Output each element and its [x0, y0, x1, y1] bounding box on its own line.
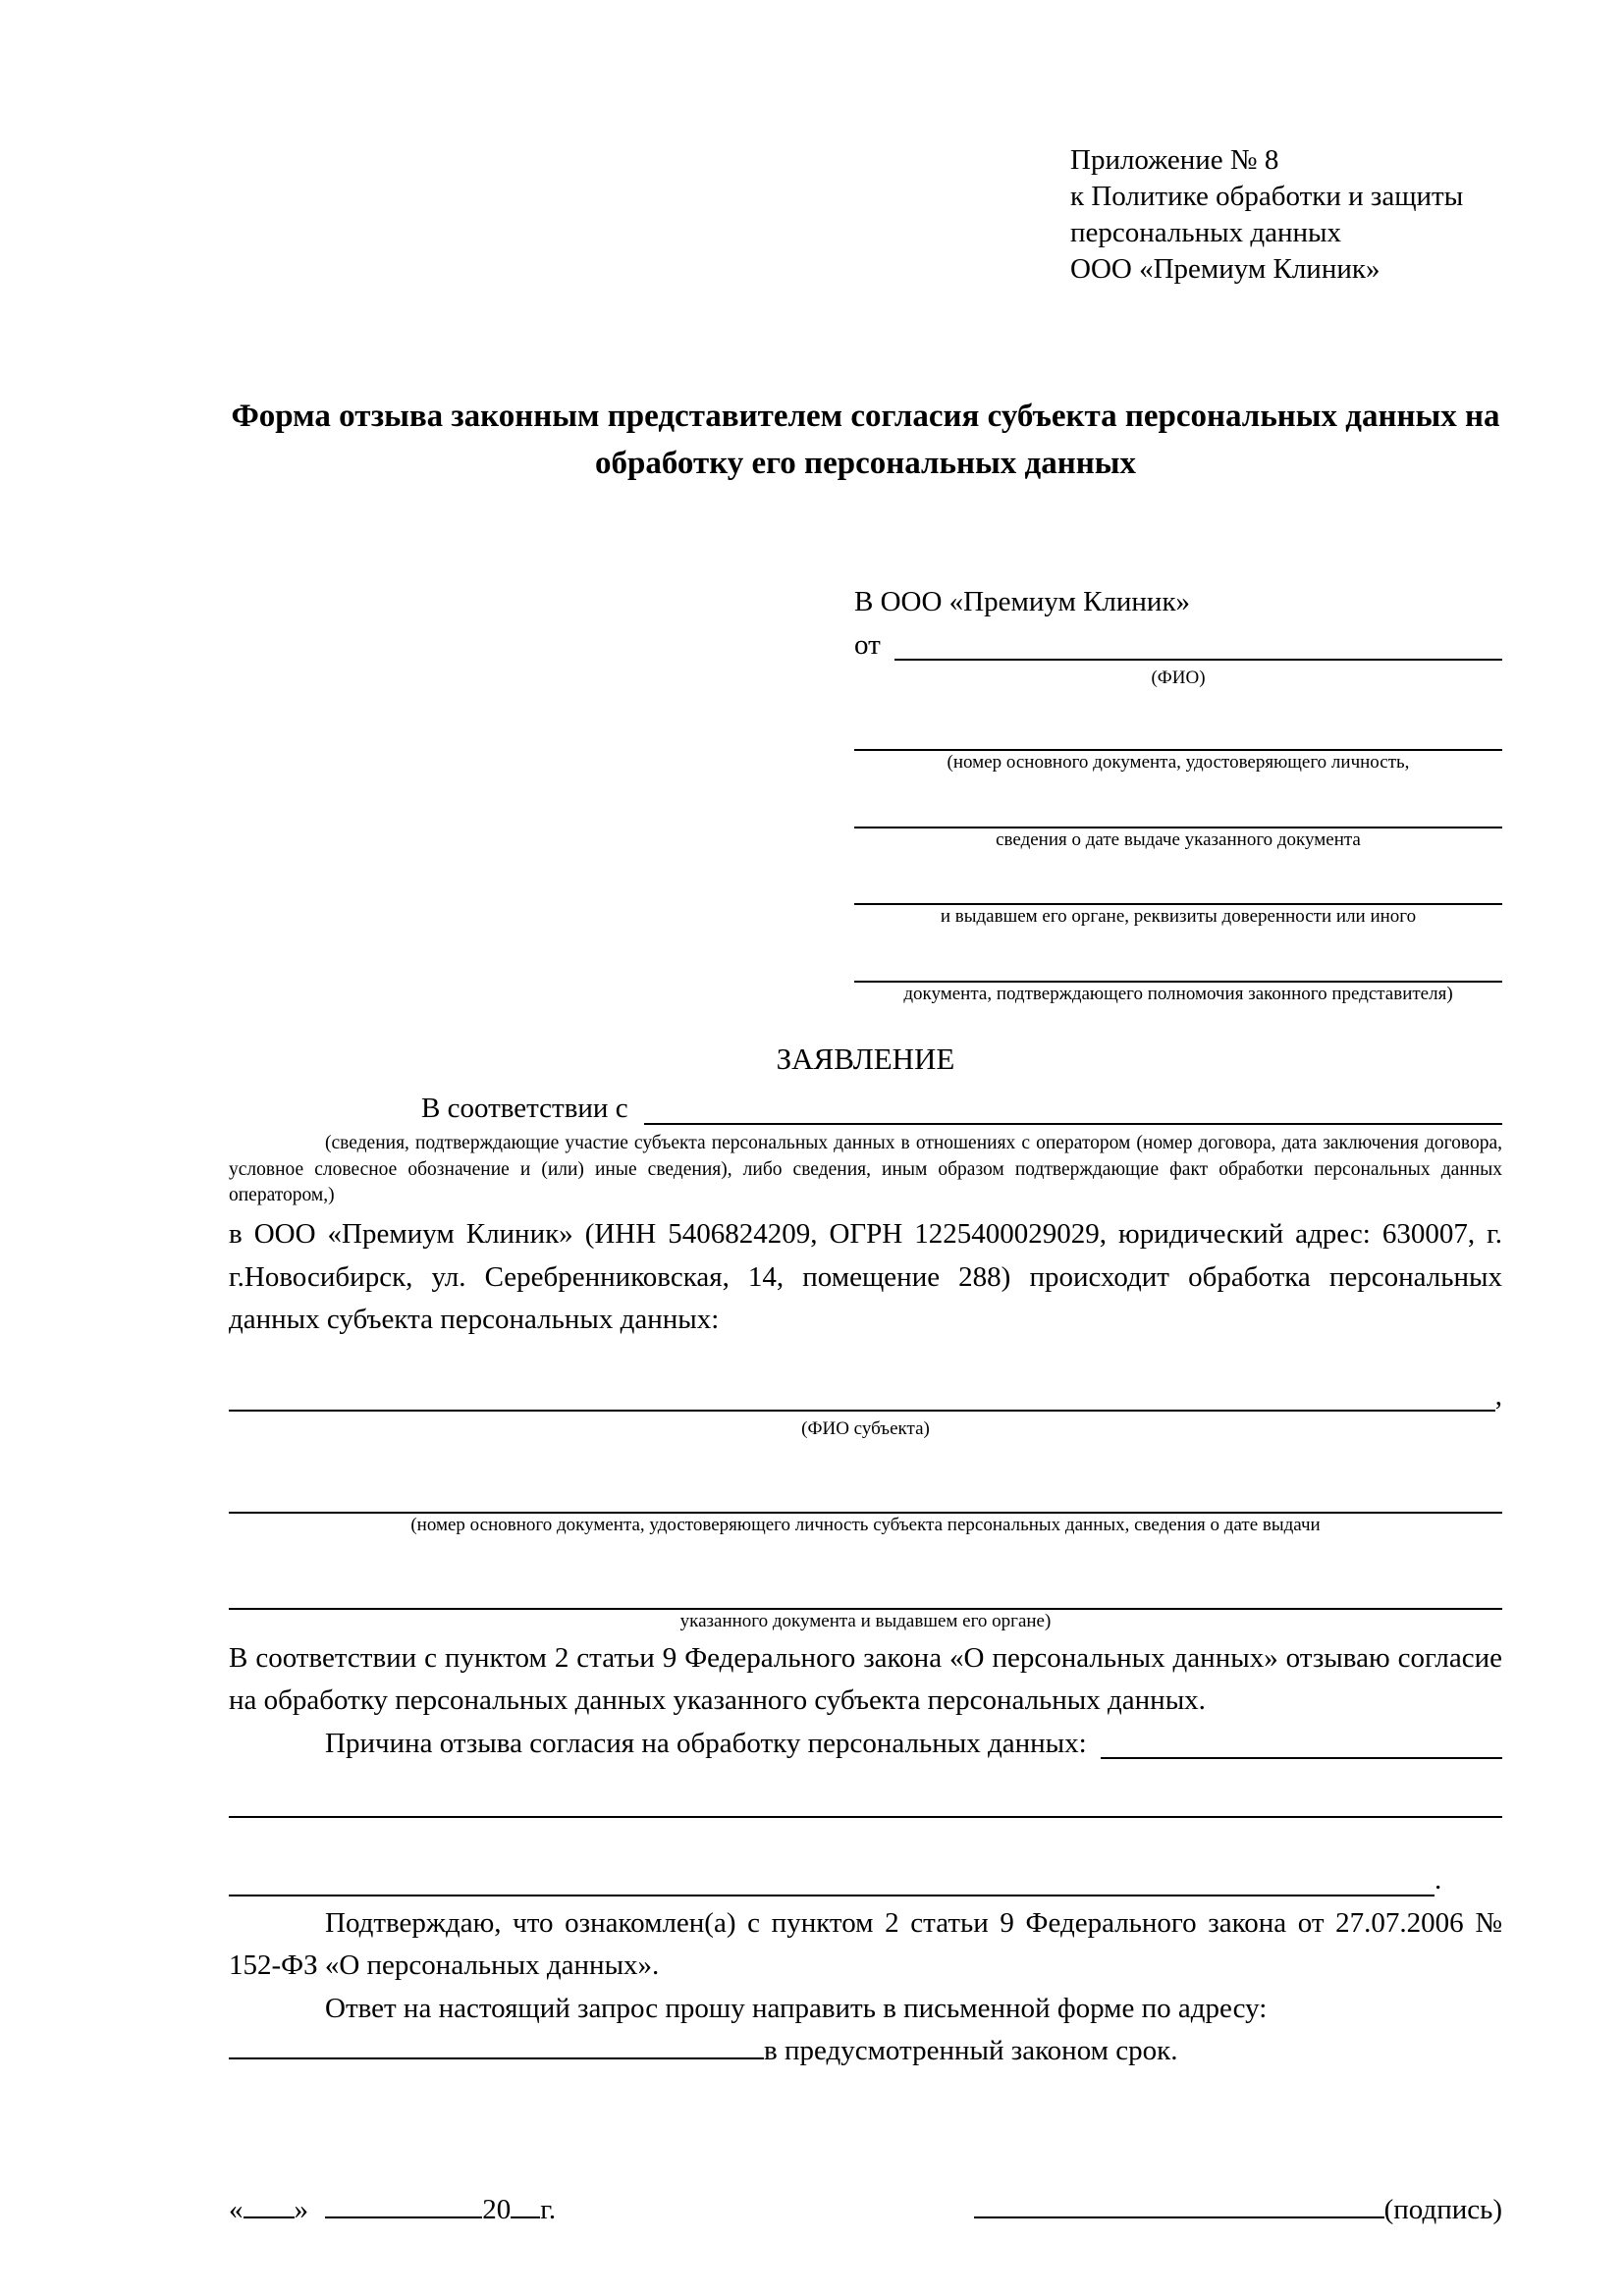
date-field [229, 2189, 556, 2232]
reason-period: . [1435, 1864, 1442, 1896]
intro-label: В соответствии с [421, 1093, 628, 1125]
issue-date-caption: сведения о дате выдаче указанного документа [996, 828, 1361, 850]
signature-caption: (подпись) [1383, 2193, 1502, 2225]
reply-address-writein-line [229, 2034, 764, 2059]
operator-paragraph: в ООО «Премиум Клиник» (ИНН 5406824209, ОГРН 1225400029029, юридический адрес: 630007, г. г.Новосибирск, ул. Серебренниковская, 14, помещение 288) происходит обработка персональных данных субъекта персональных данных: [229, 1218, 1502, 1336]
reply-tail: в предусмотренный законом срок. [764, 2035, 1178, 2067]
date-close-quote: » [294, 2193, 308, 2225]
reason-blank-line-1 [229, 1812, 1502, 1818]
doc-number-writein-line [854, 708, 1502, 751]
reason-label: Причина отзыва согласия на обработку персональных данных: [325, 1727, 1087, 1759]
reason-blank-line-2 [229, 1859, 1435, 1896]
reply-paragraph: Ответ на настоящий запрос прошу направить в письменной форме по адресу: [325, 1992, 1268, 2024]
withdraw-paragraph: В соответствии с пунктом 2 статьи 9 Федерального закона «О персональных данных» отзываю согласие на обработку персональных данных указанного субъекта персональных данных. [229, 1641, 1502, 1717]
appendix-line: к Политике обработки и защиты [1070, 181, 1464, 213]
appendix-line: ООО «Премиум Клиник» [1070, 253, 1380, 286]
date-year-suffix: г. [540, 2193, 557, 2225]
authority-caption: документа, подтверждающего полномочия законного представителя) [903, 983, 1453, 1004]
appendix-line: персональных данных [1070, 217, 1342, 249]
intro-note: (сведения, подтверждающие участие субъекта персональных данных в отношениях с оператором (номер договора, дата заключения договора, условное словесное обозначение и (или) иные сведения), либо сведения, иным образом подтверждающие факт обработки персональных данных оператором,) [229, 1132, 1502, 1206]
subject-fio-caption: (ФИО субъекта) [801, 1418, 930, 1440]
authority-writein-line [854, 939, 1502, 983]
document-title: Форма отзыва законным представителем согласия субъекта персональных данных на обработку его персональных данных [231, 399, 1500, 482]
reason-writein-line [1101, 1723, 1502, 1760]
date-year-writein-line [511, 2193, 540, 2218]
addressee-block [854, 581, 1502, 1007]
from-label: от [854, 628, 881, 661]
reason-blank-spacer [229, 1765, 1502, 1812]
issuer-caption: и выдавшем его органе, реквизиты доверенности или иного [940, 906, 1417, 928]
footer-row [229, 2189, 1502, 2232]
subject-doc-caption-2: указанного документа и выдавшем его органе) [679, 1610, 1052, 1631]
signature-writein-line [974, 2193, 1384, 2218]
appendix-block [1070, 142, 1502, 288]
subject-doc-caption-1: (номер основного документа, удостоверяющего личность субъекта персональных данных, сведения о дате выдачи [410, 1515, 1321, 1536]
reply-address-row [229, 2030, 1502, 2073]
subject-fio-comma: , [1494, 1379, 1502, 1412]
basis-writein-line [644, 1088, 1502, 1125]
subject-doc-writein-line-2 [229, 1563, 1502, 1610]
reason-blank-row-2 [229, 1859, 1502, 1902]
issue-date-writein-line [854, 785, 1502, 828]
date-open-quote: « [229, 2193, 244, 2225]
signature-field [974, 2189, 1502, 2232]
subject-fio-writein-line [229, 1375, 1495, 1413]
appendix-line: Приложение № 8 [1070, 144, 1279, 176]
addressee-from-row [854, 624, 1502, 667]
from-name-writein-line [894, 624, 1502, 662]
confirm-paragraph: Подтверждаю, что ознакомлен(а) с пунктом 2 статьи 9 Федерального закона от 27.07.2006 № 152-ФЗ «О персональных данных». [229, 1906, 1502, 1982]
date-year-prefix: 20 [482, 2193, 512, 2225]
date-day-writein-line [244, 2193, 295, 2218]
date-month-writein-line [325, 2193, 482, 2218]
subject-doc-writein-line-1 [229, 1467, 1502, 1514]
subject-fio-row [229, 1375, 1502, 1418]
doc-number-caption: (номер основного документа, удостоверяющего личность, [947, 751, 1410, 773]
intro-row [229, 1088, 1502, 1131]
fio-caption: (ФИО) [1151, 667, 1206, 689]
statement-heading: ЗАЯВЛЕНИЕ [776, 1041, 955, 1076]
issuer-writein-line [854, 862, 1502, 905]
reason-row [229, 1723, 1502, 1766]
addressee-to: В ООО «Премиум Клиник» [854, 586, 1191, 618]
